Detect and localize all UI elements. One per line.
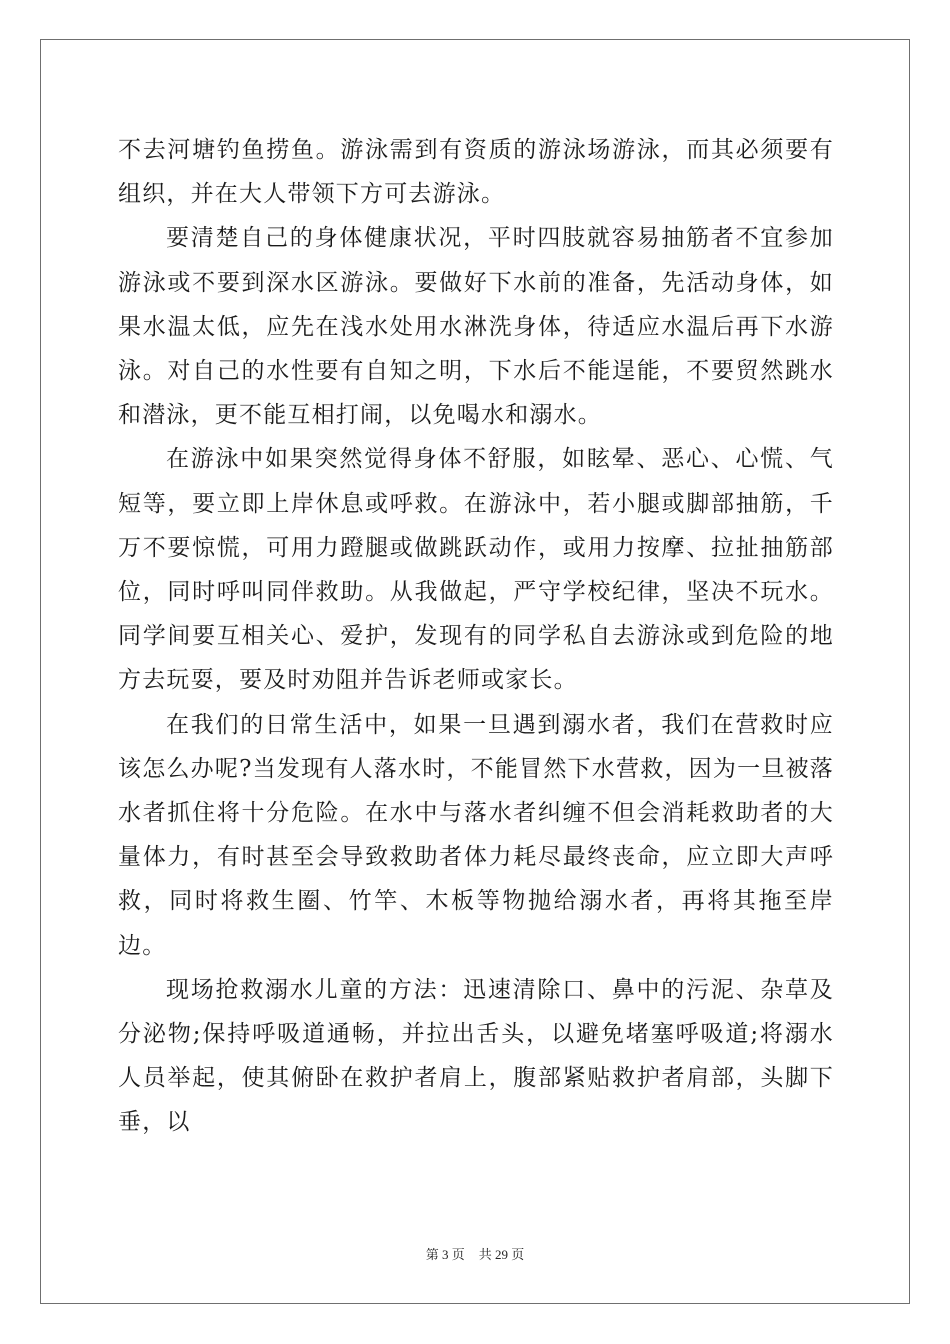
paragraph-5: 现场抢救溺水儿童的方法：迅速清除口、鼻中的污泥、杂草及分泌物;保持呼吸道通畅，并拉出舌头，以避免堵塞呼吸道;将溺水人员举起，使其俯卧在救护者肩上，腹部紧贴救护者肩部，头脚下垂，以 xyxy=(118,976,834,1136)
paragraph-2: 要清楚自己的身体健康状况，平时四肢就容易抽筋者不宜参加游泳或不要到深水区游泳。要做好下水前的准备，先活动身体，如果水温太低，应先在浅水处用水淋洗身体，待适应水温后再下水游泳。对自己的水性要有自知之明，下水后不能逞能，不要贸然跳水和潜泳，更不能互相打闹，以免喝水和溺水。 xyxy=(118,225,834,429)
document-body xyxy=(118,128,834,1145)
paragraph-4: 在我们的日常生活中，如果一旦遇到溺水者，我们在营救时应该怎么办呢?当发现有人落水时，不能冒然下水营救，因为一旦被落水者抓住将十分危险。在水中与落水者纠缠不但会消耗救助者的大量体力，有时甚至会导致救助者体力耗尽最终丧命，应立即大声呼救，同时将救生圈、竹竿、木板等物抛给溺水者，再将其拖至岸边。 xyxy=(118,711,834,959)
page-footer xyxy=(0,1247,950,1263)
total-pages-label: 共 29 页 xyxy=(478,1247,525,1262)
paragraph-3: 在游泳中如果突然觉得身体不舒服，如眩晕、恶心、心慌、气短等，要立即上岸休息或呼救。在游泳中，若小腿或脚部抽筋，千万不要惊慌，可用力蹬腿或做跳跃动作，或用力按摩、拉扯抽筋部位，同时呼叫同伴救助。从我做起，严守学校纪律，坚决不玩水。同学间要互相关心、爱护，发现有的同学私自去游泳或到危险的地方去玩耍，要及时劝阻并告诉老师或家长。 xyxy=(118,446,834,694)
paragraph-1: 不去河塘钓鱼捞鱼。游泳需到有资质的游泳场游泳，而其必须要有组织，并在大人带领下方可去游泳。 xyxy=(118,137,834,208)
current-page-label: 第 3 页 xyxy=(425,1247,465,1262)
